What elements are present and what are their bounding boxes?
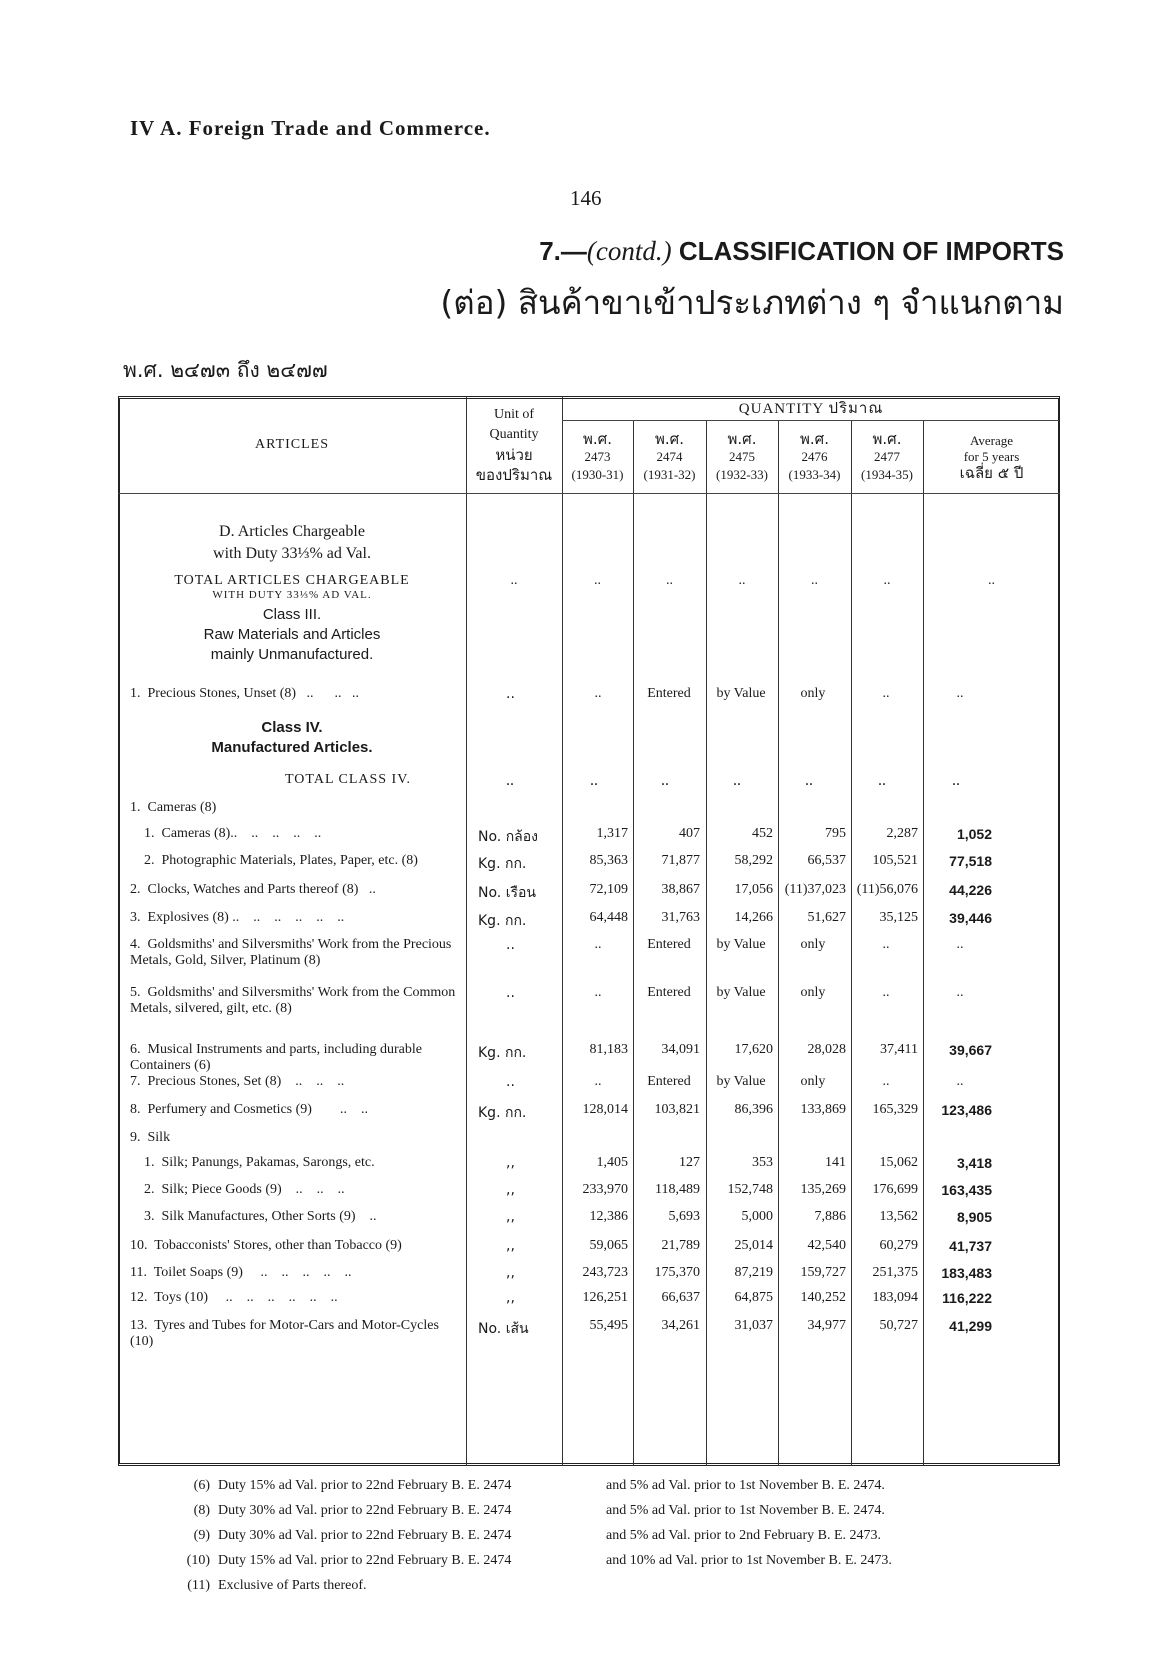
cell-quantity: 66,537	[807, 853, 846, 868]
footnote-text: Duty 15% ad Val. prior to 22nd February B. E. 2474	[218, 1553, 512, 1568]
section-heading: IV A. Foreign Trade and Commerce.	[130, 116, 491, 140]
cell-average: 1,052	[956, 826, 992, 842]
cell-quantity: 233,970	[582, 1182, 628, 1197]
cell-quantity: 133,869	[800, 1102, 846, 1117]
footnote-number: (6)	[193, 1478, 210, 1493]
cell-quantity: (11)37,023	[784, 882, 846, 897]
header-row	[118, 396, 1060, 420]
unit-th-1: หน่วย	[495, 445, 533, 464]
row-unit: Kg. กก.	[478, 856, 527, 872]
cell-quantity: 407	[679, 826, 700, 841]
cell-quantity: 13,562	[879, 1209, 918, 1224]
footnote-number: (10)	[186, 1553, 210, 1568]
total-chargeable-row: TOTAL ARTICLES CHARGEABLE WITH DUTY 33⅓% AD VAL. .. .. .. .. .. .. ..	[118, 565, 1060, 605]
row-label: 4. Goldsmiths' and Silversmiths' Work from the Precious Metals, Gold, Silver, Platinum (8)	[130, 937, 455, 968]
cell-quantity: by Value	[716, 686, 766, 701]
row-unit: ..	[506, 937, 515, 953]
page-number: 146	[570, 186, 602, 210]
cell-average: 116,222	[942, 1290, 992, 1306]
section-d-heading-row	[118, 521, 1060, 565]
cell-quantity: ..	[882, 937, 890, 952]
cell-quantity: ..	[594, 985, 602, 1000]
cell-quantity: 126,251	[582, 1290, 628, 1305]
empty-cell: ..	[506, 772, 514, 789]
row-unit: No. เส้น	[478, 1321, 529, 1337]
title-english: CLASSIFICATION OF IMPORTS	[671, 236, 1064, 266]
class-4-title: Class IV. Manufactured Articles.	[211, 719, 373, 756]
cell-average: ..	[956, 686, 964, 701]
cell-quantity: only	[800, 1074, 826, 1089]
section-d-title: D. Articles Chargeable with Duty 33⅓% ad Val.	[213, 523, 371, 562]
cell-quantity: 51,627	[807, 910, 846, 925]
row-unit: ,,	[506, 1155, 515, 1171]
unit-th-2: ของปริมาณ	[475, 465, 553, 484]
cell-quantity: 37,411	[880, 1042, 918, 1057]
cell-quantity: only	[800, 686, 826, 701]
row-unit: Kg. กก.	[478, 913, 527, 929]
cell-average: ..	[956, 1074, 964, 1089]
cell-quantity: (11)56,076	[856, 882, 918, 897]
row-unit: ,,	[506, 1238, 515, 1254]
cell-quantity: 17,056	[734, 882, 773, 897]
cell-quantity: 25,014	[734, 1238, 773, 1253]
cell-quantity: 165,329	[872, 1102, 918, 1117]
row-label: 1. Cameras (8)	[130, 800, 217, 815]
footnote-text: and 10% ad Val. prior to 1st November B. E. 2473.	[606, 1553, 892, 1568]
footnote-text: Duty 15% ad Val. prior to 22nd February B. E. 2474	[218, 1478, 512, 1493]
year-range-thai: พ.ศ. ๒๔๗๓ ถึง ๒๔๗๗	[123, 358, 328, 382]
cell-quantity: 71,877	[661, 853, 700, 868]
row-label: 2. Silk; Piece Goods (9) .. .. ..	[130, 1182, 345, 1197]
cell-quantity: 86,396	[734, 1102, 773, 1117]
col-unit	[466, 396, 562, 493]
cell-quantity: 251,375	[872, 1265, 918, 1280]
cell-quantity: 17,620	[734, 1042, 773, 1057]
cell-quantity: 183,094	[872, 1290, 918, 1305]
cell-quantity: 353	[752, 1155, 773, 1170]
row-unit: ,,	[506, 1290, 515, 1306]
empty-cell: ..	[590, 772, 598, 789]
row-unit: ..	[506, 1074, 515, 1090]
cell-quantity: ..	[882, 985, 890, 1000]
row-label: 5. Goldsmiths' and Silversmiths' Work from the Common Metals, silvered, gilt, etc. (8)	[130, 985, 459, 1016]
table-title-thai: (ต่อ) สินค้าขาเข้าประเภทต่าง ๆ จำแนกตาม	[440, 283, 1064, 322]
footnote-text	[606, 1574, 898, 1597]
cell-average: 123,486	[941, 1102, 992, 1118]
row-label: 3. Explosives (8) .. .. .. .. .. ..	[130, 910, 345, 925]
cell-average: 8,905	[956, 1209, 992, 1225]
cell-quantity: 141	[825, 1155, 846, 1170]
cell-quantity: 127	[679, 1155, 700, 1170]
cell-quantity: 60,279	[879, 1238, 918, 1253]
cell-average: ..	[956, 937, 964, 952]
cell-average: 41,737	[949, 1238, 992, 1254]
table-title	[539, 236, 1064, 267]
cell-quantity: 87,219	[734, 1265, 773, 1280]
empty-cell: ..	[661, 772, 669, 789]
cell-quantity: ..	[594, 686, 602, 701]
row-label: 8. Perfumery and Cosmetics (9) .. ..	[130, 1102, 368, 1117]
row-label: 1. Silk; Panungs, Pakamas, Sarongs, etc.	[130, 1155, 375, 1170]
footnote-number: (8)	[193, 1503, 210, 1518]
row-label: 12. Toys (10) .. .. .. .. .. ..	[130, 1290, 338, 1305]
col-articles: ARTICLES	[254, 436, 330, 452]
col-year-2475: พ.ศ. 2475 (1932-33)	[716, 429, 768, 482]
cell-quantity: 28,028	[807, 1042, 846, 1057]
cell-quantity: 176,699	[872, 1182, 918, 1197]
cell-quantity: ..	[594, 1074, 602, 1089]
cell-quantity: 118,489	[655, 1182, 700, 1197]
cell-quantity: 64,875	[734, 1290, 773, 1305]
cell-quantity: 72,109	[589, 882, 628, 897]
cell-average: 39,667	[949, 1042, 992, 1058]
cell-quantity: 105,521	[872, 853, 918, 868]
row-unit: ,,	[506, 1265, 515, 1281]
cell-average: 183,483	[941, 1265, 992, 1281]
empty-cell: ..	[733, 772, 741, 789]
cell-quantity: 34,977	[807, 1318, 846, 1333]
cell-quantity: 2,287	[886, 826, 918, 841]
cell-quantity: 103,821	[654, 1102, 700, 1117]
row-unit: ..	[506, 686, 515, 702]
empty-cell: ..	[952, 772, 960, 789]
title-contd: (contd.)	[586, 236, 672, 266]
cell-quantity: 50,727	[879, 1318, 918, 1333]
row-label: 2. Photographic Materials, Plates, Paper, etc. (8)	[130, 853, 418, 868]
cell-quantity: 5,000	[741, 1209, 773, 1224]
row-label: 11. Toilet Soaps (9) .. .. .. .. ..	[130, 1265, 352, 1280]
cell-quantity: 55,495	[589, 1318, 628, 1333]
cell-average: 44,226	[949, 882, 992, 898]
title-prefix: 7.—	[539, 236, 587, 266]
row-unit: Kg. กก.	[478, 1045, 527, 1061]
footnote-text: and 5% ad Val. prior to 1st November B. E. 2474.	[606, 1503, 885, 1518]
cell-quantity: 81,183	[589, 1042, 628, 1057]
row-label: 1. Cameras (8).. .. .. .. ..	[130, 826, 322, 841]
cell-quantity: 452	[752, 826, 773, 841]
cell-quantity: ..	[882, 686, 890, 701]
cell-quantity: 795	[825, 826, 846, 841]
footnote	[170, 1549, 898, 1572]
cell-average: ..	[956, 985, 964, 1000]
col-year-2477: พ.ศ. 2477 (1934-35)	[861, 429, 913, 482]
cell-quantity: 5,693	[668, 1209, 700, 1224]
cell-quantity: only	[800, 937, 826, 952]
cell-average: 41,299	[949, 1318, 992, 1334]
cell-average: 77,518	[949, 853, 992, 869]
cell-quantity: 140,252	[800, 1290, 846, 1305]
cell-quantity: Entered	[647, 1074, 691, 1089]
row-unit: ,,	[506, 1209, 515, 1225]
cell-quantity: 14,266	[734, 910, 773, 925]
row-unit: Kg. กก.	[478, 1105, 527, 1121]
row-label: 2. Clocks, Watches and Parts thereof (8) ..	[130, 882, 376, 897]
cell-quantity: 35,125	[879, 910, 918, 925]
row-unit: No. เรือน	[478, 885, 536, 901]
cell-quantity: 135,269	[800, 1182, 846, 1197]
row-label: 6. Musical Instruments and parts, including durable Containers (6)	[130, 1042, 426, 1073]
cell-quantity: 12,386	[589, 1209, 628, 1224]
empty-cell: ..	[805, 772, 813, 789]
cell-quantity: ..	[594, 937, 602, 952]
cell-quantity: Entered	[647, 937, 691, 952]
cell-quantity: 64,448	[589, 910, 628, 925]
cell-quantity: 66,637	[661, 1290, 700, 1305]
row-unit: ,,	[506, 1182, 515, 1198]
cell-quantity: 58,292	[734, 853, 773, 868]
footnote	[170, 1474, 898, 1497]
cell-average: 39,446	[949, 910, 992, 926]
cell-quantity: 31,763	[661, 910, 700, 925]
cell-quantity: 34,091	[661, 1042, 700, 1057]
footnote	[170, 1524, 898, 1547]
cell-average: 163,435	[941, 1182, 992, 1198]
cell-quantity: 85,363	[589, 853, 628, 868]
cell-quantity: by Value	[716, 937, 766, 952]
cell-quantity: 159,727	[800, 1265, 846, 1280]
footnotes	[168, 1472, 900, 1599]
row-label: 13. Tyres and Tubes for Motor-Cars and Motor-Cycles (10)	[130, 1318, 443, 1349]
footnote-text: Duty 30% ad Val. prior to 22nd February B. E. 2474	[218, 1503, 512, 1518]
cell-quantity: 1,317	[596, 826, 628, 841]
col-year-2474: พ.ศ. 2474 (1931-32)	[643, 429, 696, 482]
footnote-text: and 5% ad Val. prior to 1st November B. E. 2474.	[606, 1478, 885, 1493]
empty-cell: ..	[878, 772, 886, 789]
cell-quantity: by Value	[716, 1074, 766, 1089]
cell-quantity: 59,065	[589, 1238, 628, 1253]
cell-quantity: 38,867	[661, 882, 700, 897]
row-unit: ..	[506, 985, 515, 1001]
cell-quantity: only	[800, 985, 826, 1000]
cell-quantity: by Value	[716, 985, 766, 1000]
row-label: 7. Precious Stones, Set (8) .. .. ..	[130, 1074, 345, 1089]
row-unit: No. กล้อง	[478, 829, 538, 845]
cell-average: 3,418	[956, 1155, 992, 1171]
col-average: Average for 5 years เฉลี่ย ๕ ปี	[959, 432, 1024, 482]
footnote-text: Exclusive of Parts thereof.	[218, 1578, 367, 1593]
footnote-text: Duty 30% ad Val. prior to 22nd February B. E. 2474	[218, 1528, 512, 1543]
footnote	[170, 1499, 898, 1522]
imports-table	[118, 396, 1060, 665]
row-label: 9. Silk	[130, 1130, 171, 1145]
unit-en-2: Quantity	[489, 426, 539, 442]
col-quantity: QUANTITY ปริมาณ	[738, 401, 884, 417]
row-label: 10. Tobacconists' Stores, other than Tobacco (9)	[130, 1238, 402, 1253]
cell-quantity: 152,748	[727, 1182, 773, 1197]
total-class-4-label: TOTAL CLASS IV.	[285, 772, 412, 787]
cell-quantity: 31,037	[734, 1318, 773, 1333]
cell-quantity: 34,261	[661, 1318, 700, 1333]
total-chargeable-label: TOTAL ARTICLES CHARGEABLE WITH DUTY 33⅓% AD VAL.	[174, 573, 410, 601]
cell-quantity: ..	[882, 1074, 890, 1089]
cell-quantity: 7,886	[814, 1209, 846, 1224]
cell-quantity: 1,405	[596, 1155, 628, 1170]
row-label: 3. Silk Manufactures, Other Sorts (9) ..	[130, 1209, 377, 1224]
unit-en-1: Unit of	[493, 406, 535, 422]
cell-quantity: 175,370	[654, 1265, 700, 1280]
footnote	[170, 1574, 898, 1597]
footnote-number: (11)	[187, 1578, 210, 1593]
cell-quantity: Entered	[647, 686, 691, 701]
class-3-title: Class III. Raw Materials and Articles mainly Unmanufactured.	[203, 606, 381, 663]
row-label: 1. Precious Stones, Unset (8) .. .. ..	[130, 686, 360, 701]
class-3-heading-row	[118, 605, 1060, 665]
cell-quantity: 243,723	[582, 1265, 628, 1280]
footnote-text: and 5% ad Val. prior to 2nd February B. E. 2473.	[606, 1528, 882, 1543]
cell-quantity: 15,062	[879, 1155, 918, 1170]
footnote-number: (9)	[193, 1528, 210, 1543]
cell-quantity: Entered	[647, 985, 691, 1000]
cell-quantity: 21,789	[661, 1238, 700, 1253]
col-year-2476: พ.ศ. 2476 (1933-34)	[788, 429, 841, 482]
cell-quantity: 42,540	[807, 1238, 846, 1253]
cell-quantity: 128,014	[582, 1102, 628, 1117]
col-year-2473: พ.ศ. 2473 (1930-31)	[571, 429, 624, 482]
